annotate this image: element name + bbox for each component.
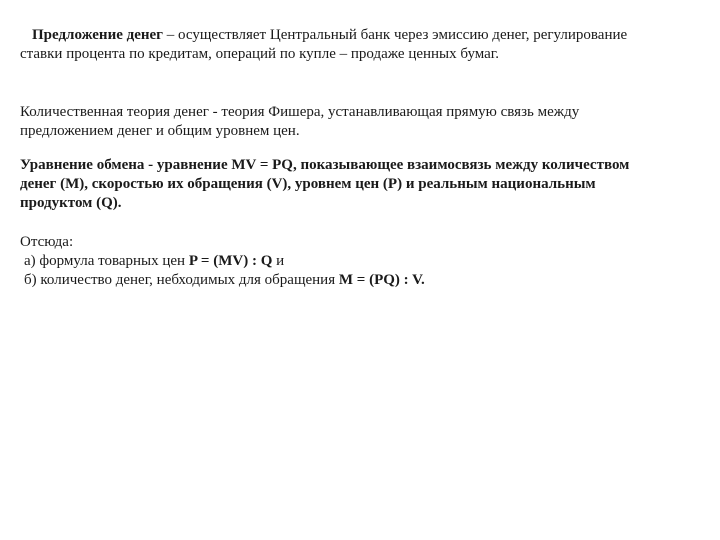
money-supply-paragraph xyxy=(20,26,700,64)
price-formula-item xyxy=(20,252,700,271)
quantity-theory-paragraph xyxy=(20,103,700,141)
price-formula-text: а) формула товарных цен xyxy=(24,253,189,269)
quantity-theory-line-2: предложением денег и общим уровнем цен. xyxy=(20,123,300,139)
money-supply-term: Предложение денег xyxy=(32,27,163,43)
exchange-equation-line-2: денег (M), скоростью их обращения (V), уровнем цен (P) и реальным национальным xyxy=(20,176,596,192)
money-supply-definition: – осуществляет Центральный банк через эмиссию денег, регулирование xyxy=(163,27,628,43)
exchange-equation-line-3: продуктом (Q). xyxy=(20,195,122,211)
money-quantity-text: б) количество денег, небходимых для обращения xyxy=(24,272,339,288)
quantity-theory-line-1: Количественная теория денег - теория Фишера, устанавливающая прямую связь между xyxy=(20,104,580,120)
price-formula-tail: и xyxy=(272,253,285,269)
exchange-equation-line-1: Уравнение обмена - уравнение MV = PQ, показывающее взаимосвязь между количеством xyxy=(20,157,630,173)
consequences-intro: Отсюда: xyxy=(20,234,74,250)
money-quantity-formula: M = (PQ) : V. xyxy=(338,272,425,288)
money-quantity-item xyxy=(20,271,700,290)
money-supply-line-1 xyxy=(20,26,700,45)
money-supply-line-2: ставки процента по кредитам, операций по купле – продаже ценных бумаг. xyxy=(20,46,500,62)
consequences-paragraph xyxy=(20,233,700,290)
price-formula: P = (MV) : Q xyxy=(188,253,273,269)
exchange-equation-paragraph xyxy=(20,156,700,213)
